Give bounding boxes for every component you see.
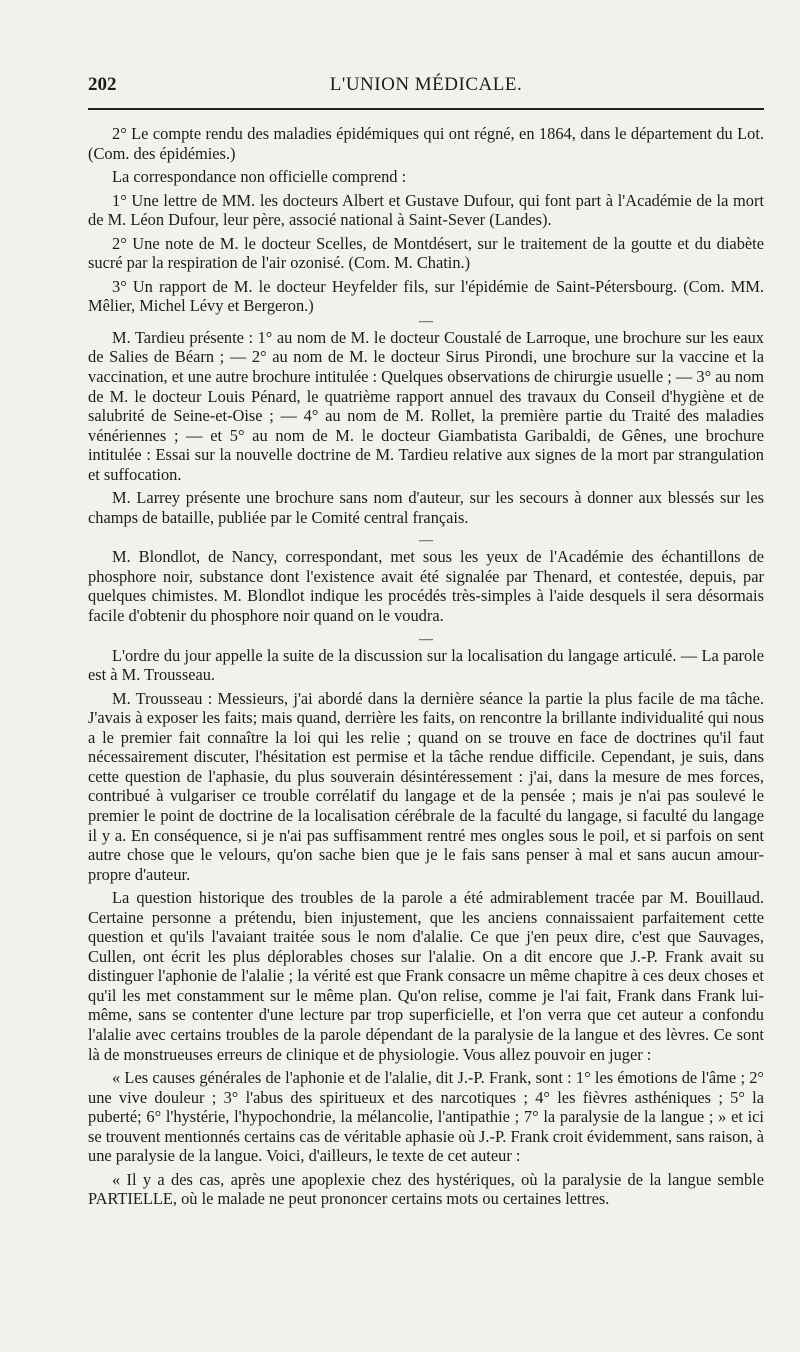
paragraph-epidemics-report: 2° Le compte rendu des maladies épidémiques qui ont régné, en 1864, dans le département du Lot. (Com. des épidémies.) bbox=[88, 124, 764, 163]
paragraph-historical-question: La question historique des troubles de la parole a été admirablement tracée par M. Bouillaud. Certaine personne a prétendu, bien injustement, que les anciens connaissaient parfaitement cette question et qu'ils l'avaiant traitée sous le nom d'alalie. Ce que j'en peux dire, c'est que Sauvages, Cullen, ont écrit les plus déplorables choses sur l'alalie. On a dit encore que J.-P. Frank avait su distinguer l'aphonie de l'alalie ; la vérité est que Frank consacre un même chapitre à ces deux choses et qu'il les met constamment sur le même plan. Qu'on relise, comme je l'ai fait, Frank dans Frank lui-même, sans se contenter d'une lecture par trop superficielle, et l'on verra que cet auteur a confondu l'alalie avec certains troubles de la parole dépendant de la paralysie de la langue et des lèvres. Ce sont là de monstrueuses erreurs de clinique et de physiologie. Vous allez pouvoir en juger : bbox=[88, 888, 764, 1064]
page-body bbox=[88, 124, 764, 1213]
paragraph-heyfelder-report: 3° Un rapport de M. le docteur Heyfelder fils, sur l'épidémie de Saint-Pétersbourg. (Com. MM. Mêlier, Michel Lévy et Bergeron.) bbox=[88, 276, 764, 316]
paragraph-tardieu-presents: M. Tardieu présente : 1° au nom de M. le docteur Coustalé de Larroque, une brochure sur les eaux de Salies de Béarn ; — 2° au nom de M. le docteur Sirus Pirondi, une brochure sur la vaccine et la vaccination, et une autre brochure intitulée : Quelques observations de chirurgie usuelle ; — 3° au nom de M. le docteur Louis Pénard, le quatrième rapport annuel des travaux du Conseil d'hygiène et de salubrité de Seine-et-Oise ; — 4° au nom de M. Rollet, la première partie du Traité des maladies vénériennes ; — et 5° au nom de M. le docteur Giambatista Garibaldi, de Gênes, une brochure intitulée : Essai sur la nouvelle doctrine de M. Tardieu relative aux signes de la mort par strangulation et suffocation. bbox=[88, 327, 764, 484]
page-number: 202 bbox=[88, 74, 117, 95]
paragraph-frank-quote: « Les causes générales de l'aphonie et de l'alalie, dit J.-P. Frank, sont : 1° les émotions de l'âme ; 2° une vive douleur ; 3° l'abus des spiritueux et des narcotiques ; 4° les fièvres asthéniques ; 5° la puberté; 6° l'hystérie, l'hypochondrie, la mélancolie, l'antipathie ; 7° la paralysie de la langue ; » et ici se trouvent mentionnés certains cas de véritable aphasie où J.-P. Frank croit évidemment, sans raison, à une paralysie de la langue. Voici, d'ailleurs, le texte de cet auteur : bbox=[88, 1068, 764, 1166]
page-header bbox=[88, 74, 764, 100]
paragraph-correspondence-intro: La correspondance non officielle comprend : bbox=[112, 167, 407, 187]
paragraph-trousseau-speech: M. Trousseau : Messieurs, j'ai abordé dans la dernière séance la partie la plus facile de ma tâche. J'avais à exposer les faits; mais quand, derrière les faits, on rencontre la brillante individualité qui nous a le premier fait connaître la loi qui les relie ; quand on se trouve en face de doctrines qu'il faut nécessairement discuter, l'hésitation est permise et la tâche rendue difficile. Cependant, je suis, dans cette question de l'aphasie, du plus souverain désintéressement : j'ai, dans la mesure de mes forces, contribué à vulgariser ce trouble corrélatif du langage et de la pensée ; mais je n'ai pas soulevé le premier le point de doctrine de la localisation cérébrale de la faculté du langage, si faculté du langage il y a. En conséquence, si je n'ai pas suffisamment rentré mes ongles sous le poil, et si parfois on sent autre chose que le velours, qu'on sache bien que je le fais sans penser à mal et sans aucun amour-propre d'auteur. bbox=[88, 688, 764, 884]
paragraph-frank-text: « Il y a des cas, après une apoplexie chez des hystériques, où la paralysie de la langue semble PARTIELLE, où le malade ne peut prononcer certains mots ou certaines lettres. bbox=[88, 1169, 764, 1209]
paragraph-order-of-day: L'ordre du jour appelle la suite de la discussion sur la localisation du langage articulé. — La parole est à M. Trousseau. bbox=[88, 645, 764, 685]
section-divider: — bbox=[419, 631, 433, 647]
paragraph-scelles-note: 2° Une note de M. le docteur Scelles, de Montdésert, sur le traitement de la goutte et du diabète sucré par la respiration de l'air ozonisé. (Com. M. Chatin.) bbox=[88, 233, 764, 273]
section-divider: — bbox=[419, 313, 433, 329]
section-divider: — bbox=[419, 533, 433, 549]
paragraph-blondlot: M. Blondlot, de Nancy, correspondant, met sous les yeux de l'Académie des échantillons de phosphore noir, substance dont l'existence avait été signalée par Thenard, et contestée, depuis, par quelques chimistes. M. Blondlot indique les procédés très-simples à l'aide desquels il sera désormais facile d'obtenir du phosphore noir quand on le voudra. bbox=[88, 547, 764, 626]
paragraph-larrey-presents: M. Larrey présente une brochure sans nom d'auteur, sur les secours à donner aux blessés sur les champs de bataille, publiée par le Comité central français. bbox=[88, 488, 764, 527]
paragraph-dufour-letter: 1° Une lettre de MM. les docteurs Albert et Gustave Dufour, qui font part à l'Académie de la mort de M. Léon Dufour, leur père, associé national à Saint-Sever (Landes). bbox=[88, 190, 764, 230]
running-title: L'UNION MÉDICALE. bbox=[329, 74, 523, 95]
header-rule bbox=[88, 108, 764, 110]
